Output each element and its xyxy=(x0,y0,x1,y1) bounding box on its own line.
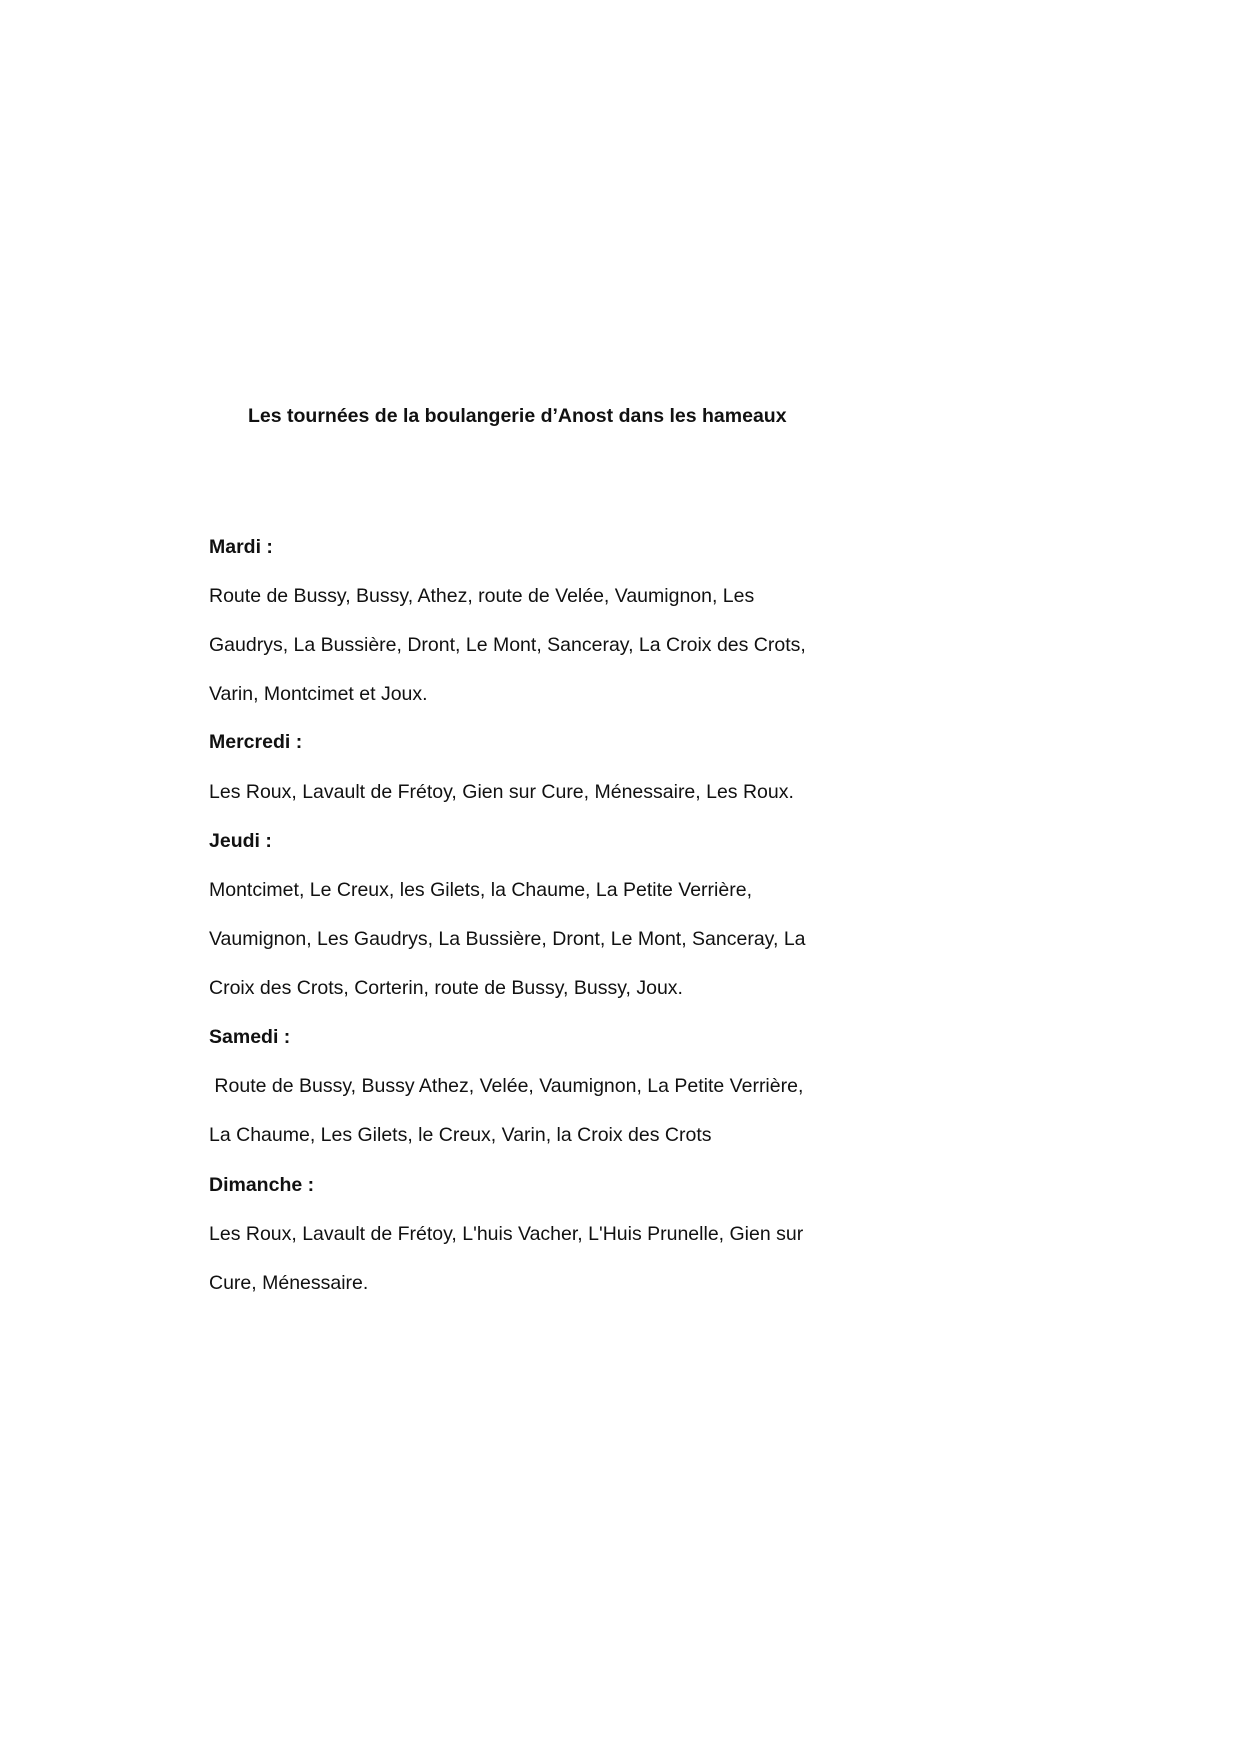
route-line: Gaudrys, La Bussière, Dront, Le Mont, Sanceray, La Croix des Crots, xyxy=(209,634,806,656)
page-title: Les tournées de la boulangerie d’Anost dans les hameaux xyxy=(248,405,787,427)
day-heading-mercredi: Mercredi : xyxy=(209,731,303,753)
route-line: Les Roux, Lavault de Frétoy, L'huis Vacher, L'Huis Prunelle, Gien sur xyxy=(209,1223,804,1245)
route-line: La Chaume, Les Gilets, le Creux, Varin, la Croix des Crots xyxy=(209,1124,712,1146)
route-line: Varin, Montcimet et Joux. xyxy=(209,683,428,705)
route-line: Les Roux, Lavault de Frétoy, Gien sur Cure, Ménessaire, Les Roux. xyxy=(209,781,794,803)
day-heading-samedi: Samedi : xyxy=(209,1026,291,1048)
route-line: Cure, Ménessaire. xyxy=(209,1272,369,1294)
day-heading-dimanche: Dimanche : xyxy=(209,1174,315,1196)
day-heading-mardi: Mardi : xyxy=(209,536,273,558)
route-line: Montcimet, Le Creux, les Gilets, la Chaume, La Petite Verrière, xyxy=(209,879,752,901)
day-heading-jeudi: Jeudi : xyxy=(209,830,272,852)
route-line: Route de Bussy, Bussy Athez, Velée, Vaumignon, La Petite Verrière, xyxy=(209,1075,804,1097)
route-line: Croix des Crots, Corterin, route de Bussy, Bussy, Joux. xyxy=(209,977,683,999)
route-line: Vaumignon, Les Gaudrys, La Bussière, Dront, Le Mont, Sanceray, La xyxy=(209,928,806,950)
route-line: Route de Bussy, Bussy, Athez, route de Velée, Vaumignon, Les xyxy=(209,585,755,607)
